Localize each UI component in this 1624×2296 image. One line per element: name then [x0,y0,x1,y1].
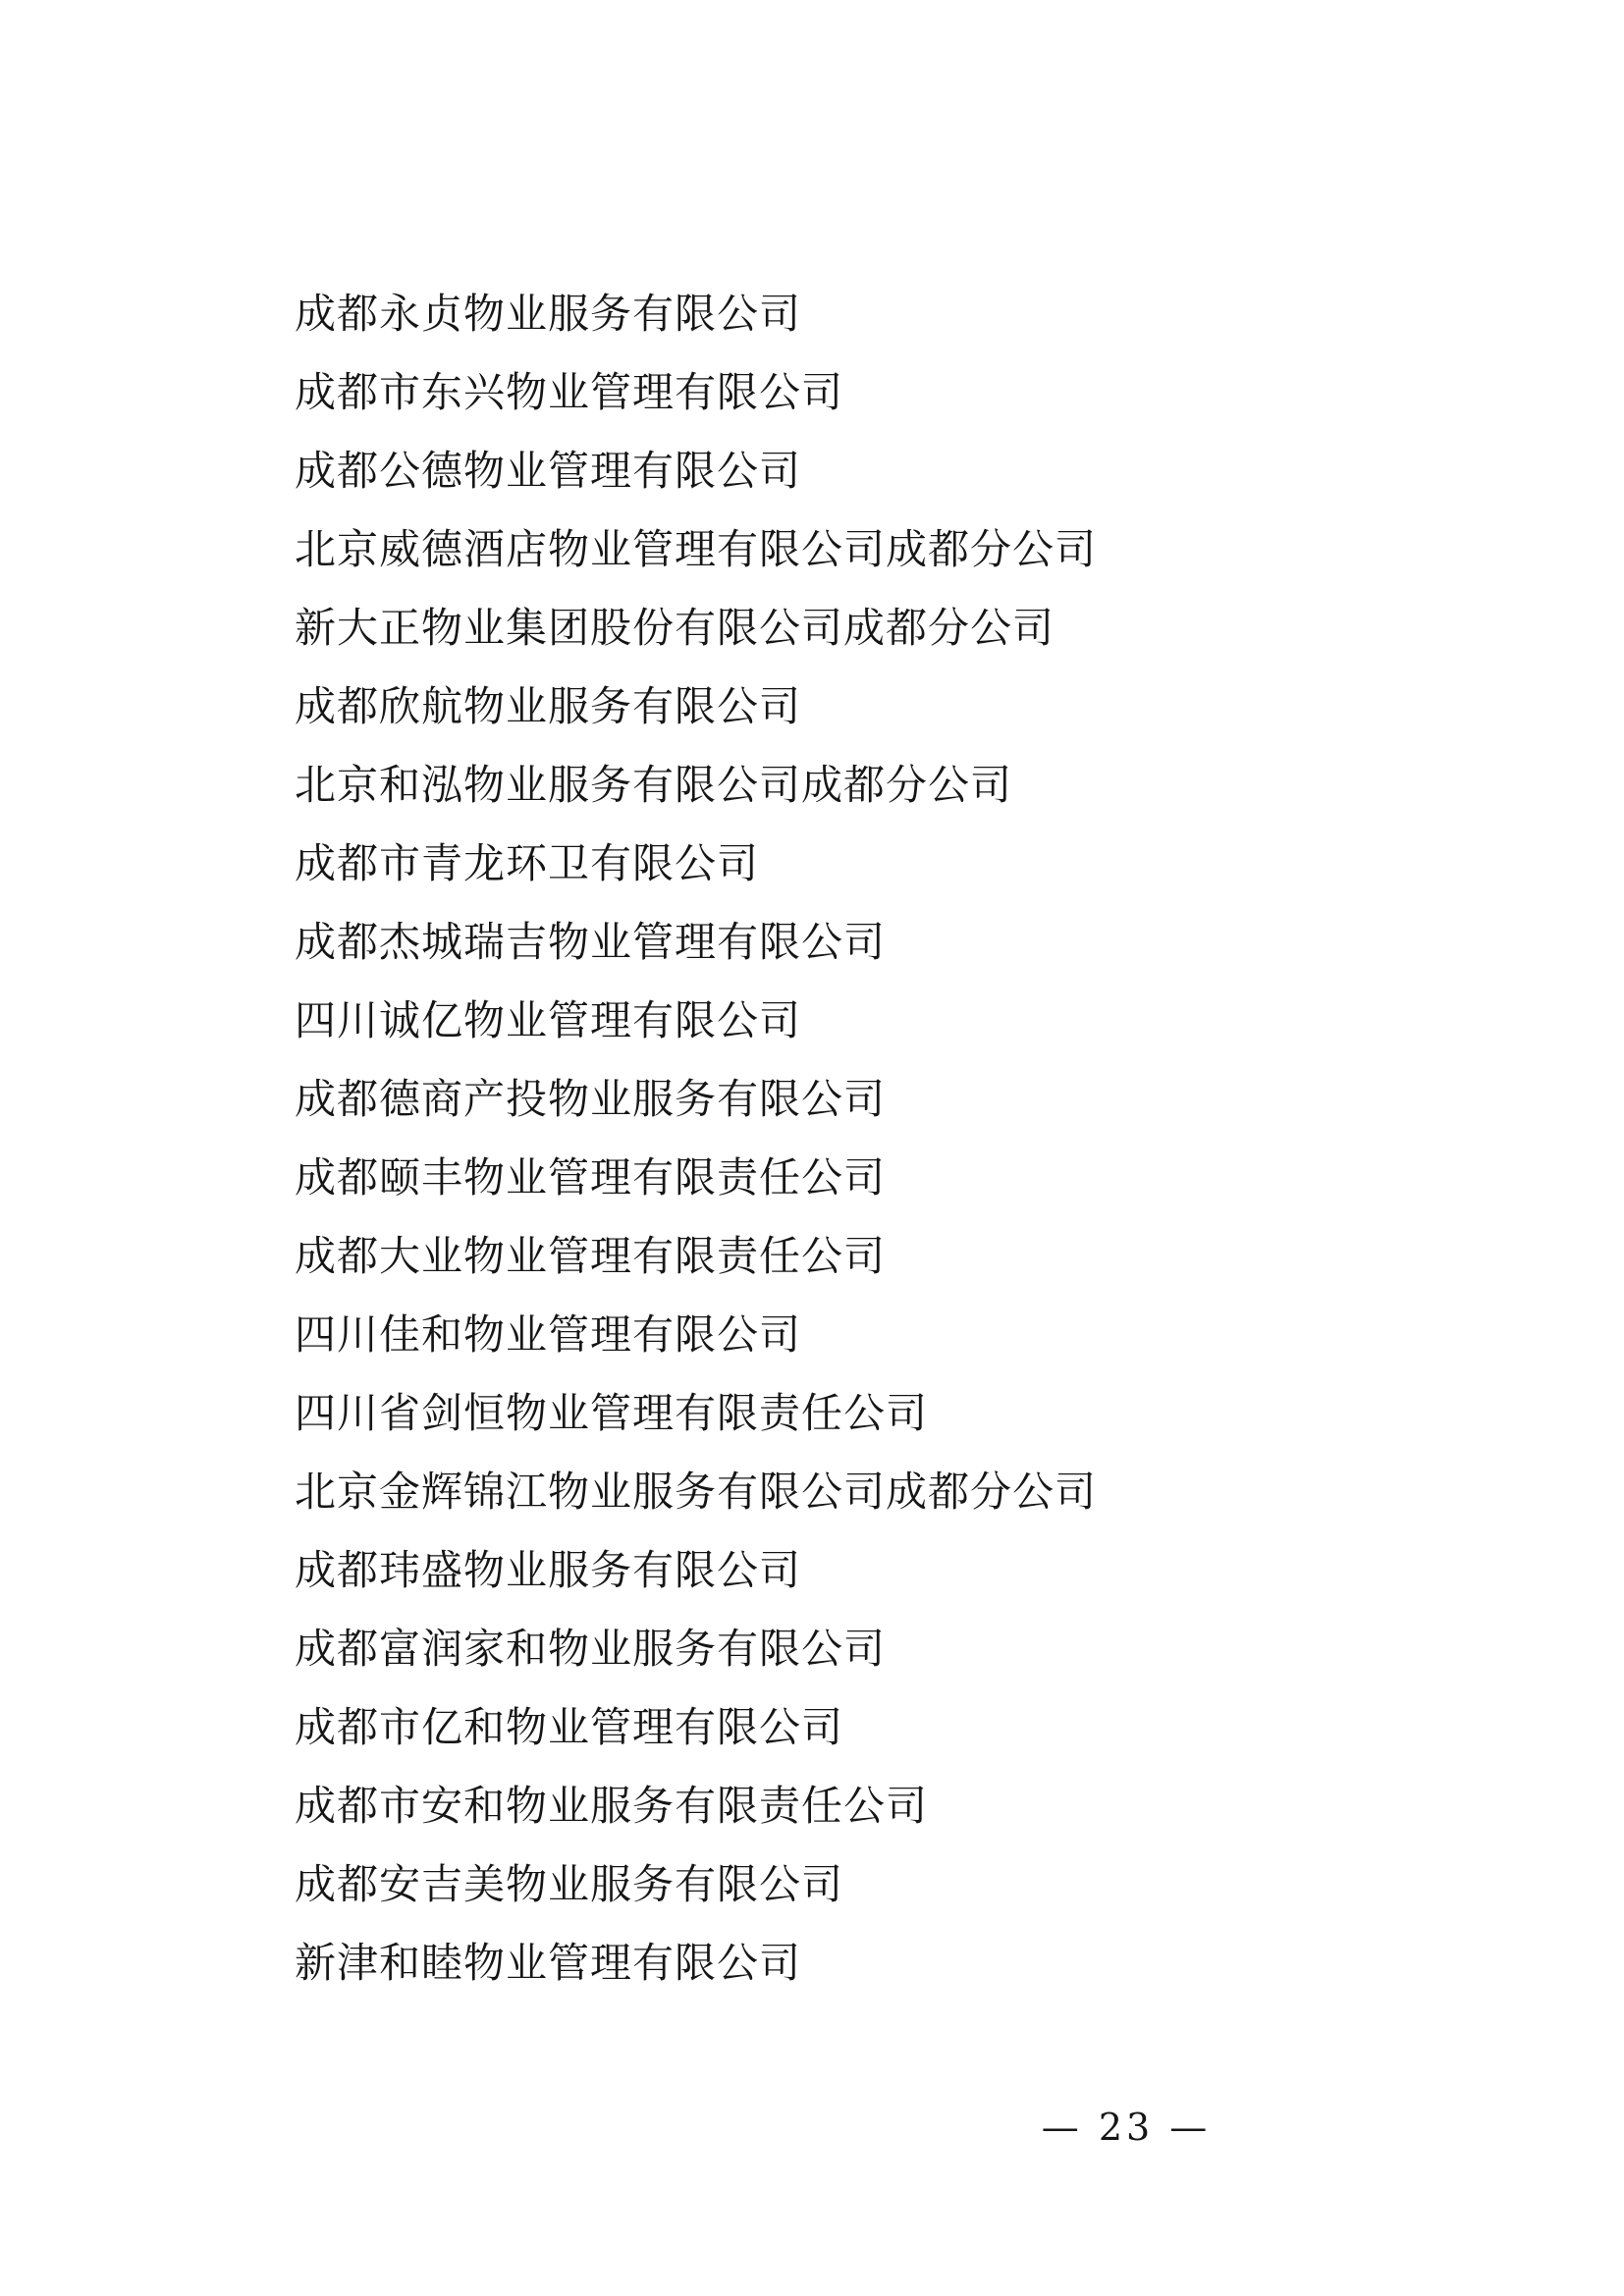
list-item: 北京和泓物业服务有限公司成都分公司 [295,761,1013,809]
page-number: — 23 — [1041,2106,1212,2149]
list-item: 成都大业物业管理有限责任公司 [295,1232,887,1280]
list-item: 成都欣航物业服务有限公司 [295,682,802,730]
list-item: 四川诚亿物业管理有限公司 [295,996,802,1044]
list-item: 成都市东兴物业管理有限公司 [295,368,844,416]
list-item: 成都永贞物业服务有限公司 [295,290,802,338]
list-item: 四川佳和物业管理有限公司 [295,1310,802,1359]
list-item: 成都市安和物业服务有限责任公司 [295,1782,929,1830]
list-item: 成都公德物业管理有限公司 [295,447,802,495]
company-list [295,275,1375,2002]
list-item: 成都德商产投物业服务有限公司 [295,1075,887,1123]
list-item: 成都安吉美物业服务有限公司 [295,1860,844,1908]
list-item: 成都市亿和物业管理有限公司 [295,1703,844,1751]
list-item: 北京金辉锦江物业服务有限公司成都分公司 [295,1468,1098,1516]
list-item: 新津和睦物业管理有限公司 [295,1939,802,1987]
list-item: 成都市青龙环卫有限公司 [295,839,760,887]
list-item: 北京威德酒店物业管理有限公司成都分公司 [295,525,1098,573]
list-item: 新大正物业集团股份有限公司成都分公司 [295,604,1056,652]
list-item: 成都富润家和物业服务有限公司 [295,1625,887,1673]
list-item: 成都玮盛物业服务有限公司 [295,1546,802,1594]
list-item: 成都杰城瑞吉物业管理有限公司 [295,918,887,966]
list-item: 四川省剑恒物业管理有限责任公司 [295,1389,929,1437]
list-item: 成都颐丰物业管理有限责任公司 [295,1153,887,1201]
